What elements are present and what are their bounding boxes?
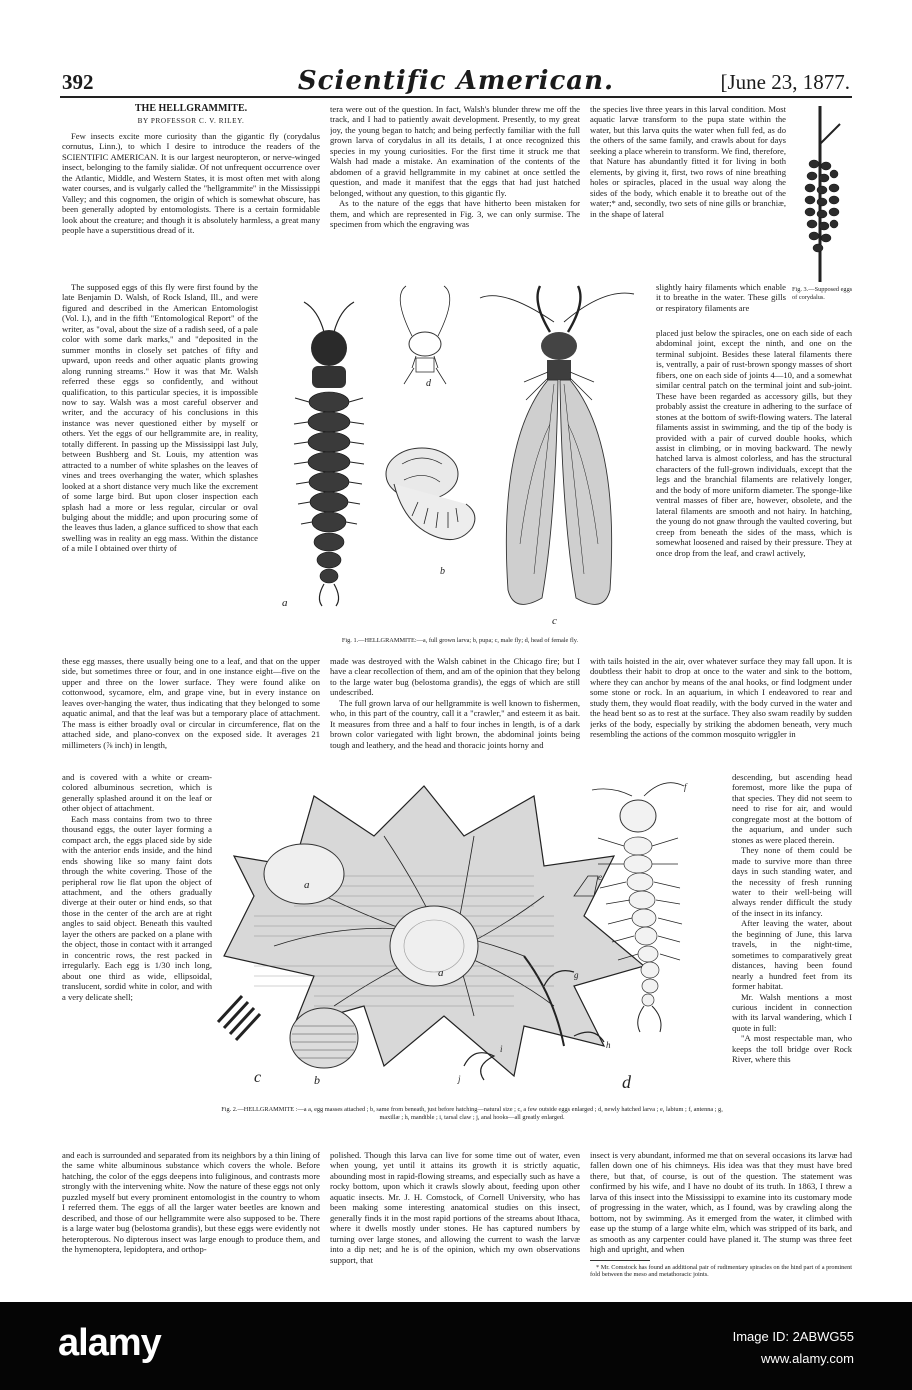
fig1-hellgrammite-drawing	[262, 284, 652, 634]
fig2-label-f: f	[684, 782, 687, 792]
paragraph: and each is surrounded and separated from its neighbors by a thin lining of the same white albuminous substance which covers the whole. Before hatching, the color of the eggs deepens into fuliginous, and contrasts more strongly with the intervening white. Now the nature of these eggs not only puzzled myself but every prominent entomologist in the country to whom I referred them. The eggs of all the larger water beetles are known and described, and those of our hellgrammite were also supposed to be. There is a large water bug (belostoma grandis), but these eggs were evidently not heteropterous. No dipterous insect was large enough to produce them, and the hymenoptera, lepidoptera, and orthop-	[62, 1150, 320, 1255]
column-1-middle	[62, 282, 258, 654]
paragraph: Few insects excite more curiosity than the gigantic fly (corydalus cornutus, Linn.), to which I desire to introduce the readers of the SCIENTIFIC AMERICAN. It is our largest neuropteron, or nerve-winged insect, belonging to the family sialidæ. Of not unfrequent occurrence over the Atlantic, Middle, and Western States, it is most often met with along water courses, and is vulgarly called the "hellgrammite" in the Mississippi Valley; and this cognomen, the origin of which is somewhat obscure, has been generally adopted by entomologists. There is a certain formidable look about the creature; and though it is absolutely harmless, a great many people have a superstitious dread of it.	[62, 130, 320, 235]
header-rule	[60, 96, 852, 98]
footnote: * Mr. Comstock has found an additional pair of rudimentary spiracles on the hind part of a prominent fold between the meso and metathoracic joints.	[590, 1263, 852, 1279]
paragraph: slightly hairy filaments which enable it to breathe in the water. These gills or respiratory filaments are	[656, 282, 786, 313]
watermark-logo: alamy	[58, 1322, 161, 1364]
paragraph: After leaving the water, about the beginning of June, this larva travels, in the night-time, sometimes to comparatively great distances, having been found nearly a hundred feet from its former habitat.	[732, 918, 852, 992]
fig2-label-h: h	[606, 1040, 611, 1050]
issue-date: [June 23, 1877.	[720, 70, 850, 94]
fig3-caption: Fig. 3.—Supposed eggs of corydalus.	[792, 286, 853, 301]
fig2-label-j: j	[458, 1074, 461, 1084]
article-title: THE HELLGRAMMITE.	[134, 104, 248, 114]
fig1-pupa	[386, 448, 475, 540]
paragraph: made was destroyed with the Walsh cabinet in the Chicago fire; but I have a clear recollection of them, and am of the opinion that they belong to the large water bug (belostoma grandis), the eggs of which are still undescribed.	[330, 656, 580, 698]
paragraph: tera were out of the question. In fact, Walsh's blunder threw me off the track, and I had to patiently await development. Presently, to my great joy, the young began to hatch; and being perfectly familiar with the full grown larva of corydalus in all its details, I at once recognized this species in my young curiosities. For the first time it struck me that Walsh had made a mistake. An examination of the contents of the abdomen of a gravid hellgrammite in my cabinet at once settled the question, and made it manifest that the eggs that had just hatched belonged, without any question, to this gigantic fly.	[330, 104, 580, 198]
column-3-short	[656, 282, 786, 326]
watermark-url: www.alamy.com	[761, 1351, 854, 1366]
column-3-bottom	[590, 1150, 852, 1290]
column-2-middle	[330, 656, 580, 770]
fig2-eggs-enlarged	[218, 996, 260, 1040]
paragraph: and is covered with a white or cream-colored albuminous secretion, which is generally splashed around it on the leaf or other object of attachment.	[62, 772, 212, 814]
column-3-wide	[590, 656, 852, 770]
fig2-label-g: g	[574, 970, 579, 980]
fig1-label-d: d	[426, 378, 431, 389]
column-3-middle	[656, 328, 852, 654]
paragraph: with tails hoisted in the air, over whatever surface they may fall upon. It is doubtless their habit to drop at once to the water and sink to the bottom, where they can anchor by means of the anal hooks, or find lodgment under some stone or rock. In an aquarium, in which I endeavored to rear and study them, they would float readily, with the body curved in the water and the head bent so as to rest at the surface. They also swam readily by sudden jerks of the body, especially by striking the abdomen beneath, very much resembling the actions of the common mosquito wriggler in	[590, 656, 852, 740]
masthead: Scientific American.	[297, 66, 615, 96]
paragraph: descending, but ascending head foremost, more like the pupa of that species. They did not seem to need to rise for air, and would congregate most at the bottom of the aquarium, and under such stones as were placed therein.	[732, 772, 852, 845]
column-3-narrow	[732, 772, 852, 1148]
fig2-caption: Fig. 2.—HELLGRAMMITE :—a a, egg masses attached ; b, same from beneath, just before hatching—natural size ; c, a few outside eggs enlarged ; d, newly hatched larva ; e, labium ; f, antenna ; g, maxillæ ; h, mandible ; i, tarsal claw ; j, anal hooks—all greatly enlarged.	[221, 1106, 723, 1121]
fig2-label-b: b	[314, 1073, 320, 1087]
paragraph: insect is very abundant, informed me that on several occasions its larvæ had fallen down one of his chimneys. His idea was that they must have bred there, but that, of course, is out of the question. The statement was confirmed by his wife, and I have no doubt of its truth. In 1863, I threw a larva of this insect into the Mississippi to examine into its customary mode of progressing in the water, which, as I found, was by crawling along the bottom, not by swimming. As it emerged from the water, it climbed with ease up the stump of a large white elm, which was stripped of its bark, and as smooth as any carpenter could have planed it. The stump was three feet high and upright, and when	[590, 1150, 852, 1255]
column-3-top	[590, 104, 786, 280]
fig2-label-i: i	[500, 1044, 503, 1054]
watermark-image-id: Image ID: 2ABWG55	[732, 1329, 854, 1344]
paragraph: The full grown larva of our hellgrammite is well known to fishermen, who, in this part of the country, call it a "crawler," and esteem it as bait. It measures from three and a half to four inches in length, is of a dark brown color variegated with light brown, the abdominal joints being tough and leathery, and the head and thoracic joints horny and	[330, 697, 580, 750]
paragraph: As to the nature of the eggs that have hitherto been mistaken for them, and which are represented in Fig. 3, we can only surmise. The specimen from which the engraving was	[330, 198, 580, 229]
fig2-egg-mass-beneath	[290, 1008, 358, 1068]
fig3-eggs-on-twig	[790, 104, 852, 284]
fig2-label-e: e	[598, 872, 602, 882]
fig2-label-a2: a	[438, 967, 444, 979]
watermark-meta	[733, 1326, 854, 1370]
column-1-narrow	[62, 772, 212, 1148]
fig1-head	[400, 286, 450, 384]
paragraph: The supposed eggs of this fly were first found by the late Benjamin D. Walsh, of Rock Island, Ill., and were figured and described in the American Entomologist (Vol. I.), and in the fifth "Entomological Report" of the writer, as "oval, about the size of a radish seed, of a pale color with some dark marks," and "deposited in the summer months in closely set patches of fifty and upward, upon reeds and other aquatic plants growing along running streams." How it was that Mr. Walsh referred these eggs so confidently, and without qualification, to this particular species, it is impossible now to say. Walsh was a most careful observer and writer, and the accuracy of his conclusions in this instance was never questioned either by myself or others. Yet the eggs of our hellgrammite are, in reality, totally different. In passing up the Mississippi last July, between Bushberg and St. Louis, my attention was attracted to a number of white splashes on the leaves of vines and trees overhanging the water, which splashes looked at a short distance very much like the excrement of some large bird. But upon closer inspection each splash had a more or less regular, circular or oval bulging about the middle; and upon procuring some of the leaves thus laden, a glance sufficed to show that each swelling was in reality an egg mass. Within the distance of a mile I obtained over thirty of	[62, 282, 258, 554]
column-1-bottom	[62, 1150, 320, 1290]
paragraph: Mr. Walsh mentions a most curious incident in connection with its larval wandering, which I quote in full:	[732, 991, 852, 1033]
fig1-label-b: b	[440, 566, 445, 577]
fig1-label-a: a	[282, 597, 288, 609]
fig1-caption: Fig. 1.—HELLGRAMMITE:—a, full grown larva; b, pupa; c, male fly; d, head of female fly.	[341, 637, 579, 644]
fig1-larva	[294, 302, 364, 606]
fig1-male-fly	[480, 286, 634, 604]
column-2-top	[330, 104, 580, 282]
page-number: 392	[62, 70, 94, 94]
fig2-label-a1: a	[304, 879, 310, 891]
fig1-label-c: c	[552, 615, 557, 627]
paragraph: these egg masses, there usually being one to a leaf, and that on the upper side, but sometimes three or four, and in one instance eight—five on the upper and three on the lower surface. They were found alike on cottonwood, sycamore, elm, and grape vine, but in every instance on leaves over-hanging the water, thus indicating that they belonged to some aquatic animal, and that the leaf was but a temporary place of attachment. The mass is either broadly oval or circular in circumference, flat on the attached side, and plano-convex on the exposed side. It averages 21 millimeters (⅞ inch) in length,	[62, 656, 320, 750]
fig2-label-c: c	[254, 1069, 262, 1086]
column-1-wide	[62, 656, 320, 770]
fig2-leaf-drawing	[214, 776, 730, 1106]
column-1-top	[62, 104, 320, 280]
article-byline: BY PROFESSOR C. V. RILEY.	[137, 117, 245, 126]
fig2-label-d: d	[622, 1072, 631, 1092]
paragraph: They none of them could be made to survive more than three days in such standing water, and the necessity of fresh running water to their well-being will always render difficult the study of the insect in its infancy.	[732, 845, 852, 918]
paragraph: "A most respectable man, who keeps the toll bridge over Rock River, where this	[732, 1033, 852, 1065]
paragraph: the species live three years in this larval condition. Most aquatic larvæ transform to the pupa state within the water, but this larva quits the water when full fed, as do the others of the same family, and crawls about for days seeking a place wherein to transform. We find, therefore, that Nature has abundantly fitted it for living in both elements, by giving it, first, two rows of nine breathing holes or spiracles, placed in the usual way along the sides of the body, which enable it to breathe out of the water;* and, secondly, two sets of nine gills or branchiæ, in the shape of lateral	[590, 104, 786, 219]
watermark-band	[0, 1302, 912, 1390]
column-2-bottom	[330, 1150, 580, 1290]
fig2-newly-hatched-larva	[592, 783, 684, 1032]
paragraph: Each mass contains from two to three thousand eggs, the outer layer forming a compact arch, the eggs placed side by side with the anterior ends inside, and the hind ends showing like so many faint dots through the white covering. Those of the peripheral row lie flat upon the object of attachment, and the others gradually diverge at their outer or hind ends, so that those in the center of the arch are at right angles to said object. Beneath this vaulted layer the others are packed on a plane with the object, those in contact with it arranged in concentric rows, the rest packed in irregularly. Each egg is 1/30 inch long, about one third as wide, ellipsoidal, translucent, sordid white in color, and with a very delicate shell;	[62, 813, 212, 1002]
paragraph: placed just below the spiracles, one on each side of each abdominal joint, except the ninth, and one on the terminal subjoint. Besides these lateral filaments there is, ventrally, a pair of rust-brown spongy masses of short fibers, one on each side of joints 4—10, and a somewhat similar central patch on the terminal joint and sub-joint. These have been regarded as accessory gills, but they probably assist the creature in adhering to the surface of stones at the bottom of swift-flowing waters. The lateral filaments assist in swimming, and the tip of the body is provided with a pair of curved double hooks, which assist in climbing, or in moving backward. The newly hatched larva is almost colorless, and has the structural characters of the full-grown individuals, except that the legs and the branchial filaments are relatively longer, and the body of more uniform diameter. The sponge-like ventral masses of fiber are, however, obsolete, and the lateral filaments are smooth and not hairy. In hatching, the young do not gnaw through the vaulted covering, but creep from beneath the sides of the mass, which is somewhat loosened and raised by their pressure. They at once drop from the leaf, and crawl actively,	[656, 328, 852, 558]
paragraph: polished. Though this larva can live for some time out of water, even when young, yet until it attains its growth it is strictly aquatic, abounding most in rapid-flowing streams, and especially such as have a rocky bottom, upon which it crawls slowly about, feeding upon other aquatic insects. Mr. J. H. Comstock, of Cornell University, who has been making some interesting anatomical studies on this insect, generally finds it in the most rapid portions of the streams about Ithaca, where it dwells mostly under stones. He has captured numbers by turning over large stones, and allowing the current to wash the larvæ into a dip net; and he is of the opinion, which my own observations support, that	[330, 1150, 580, 1265]
footnote-rule	[590, 1260, 650, 1261]
